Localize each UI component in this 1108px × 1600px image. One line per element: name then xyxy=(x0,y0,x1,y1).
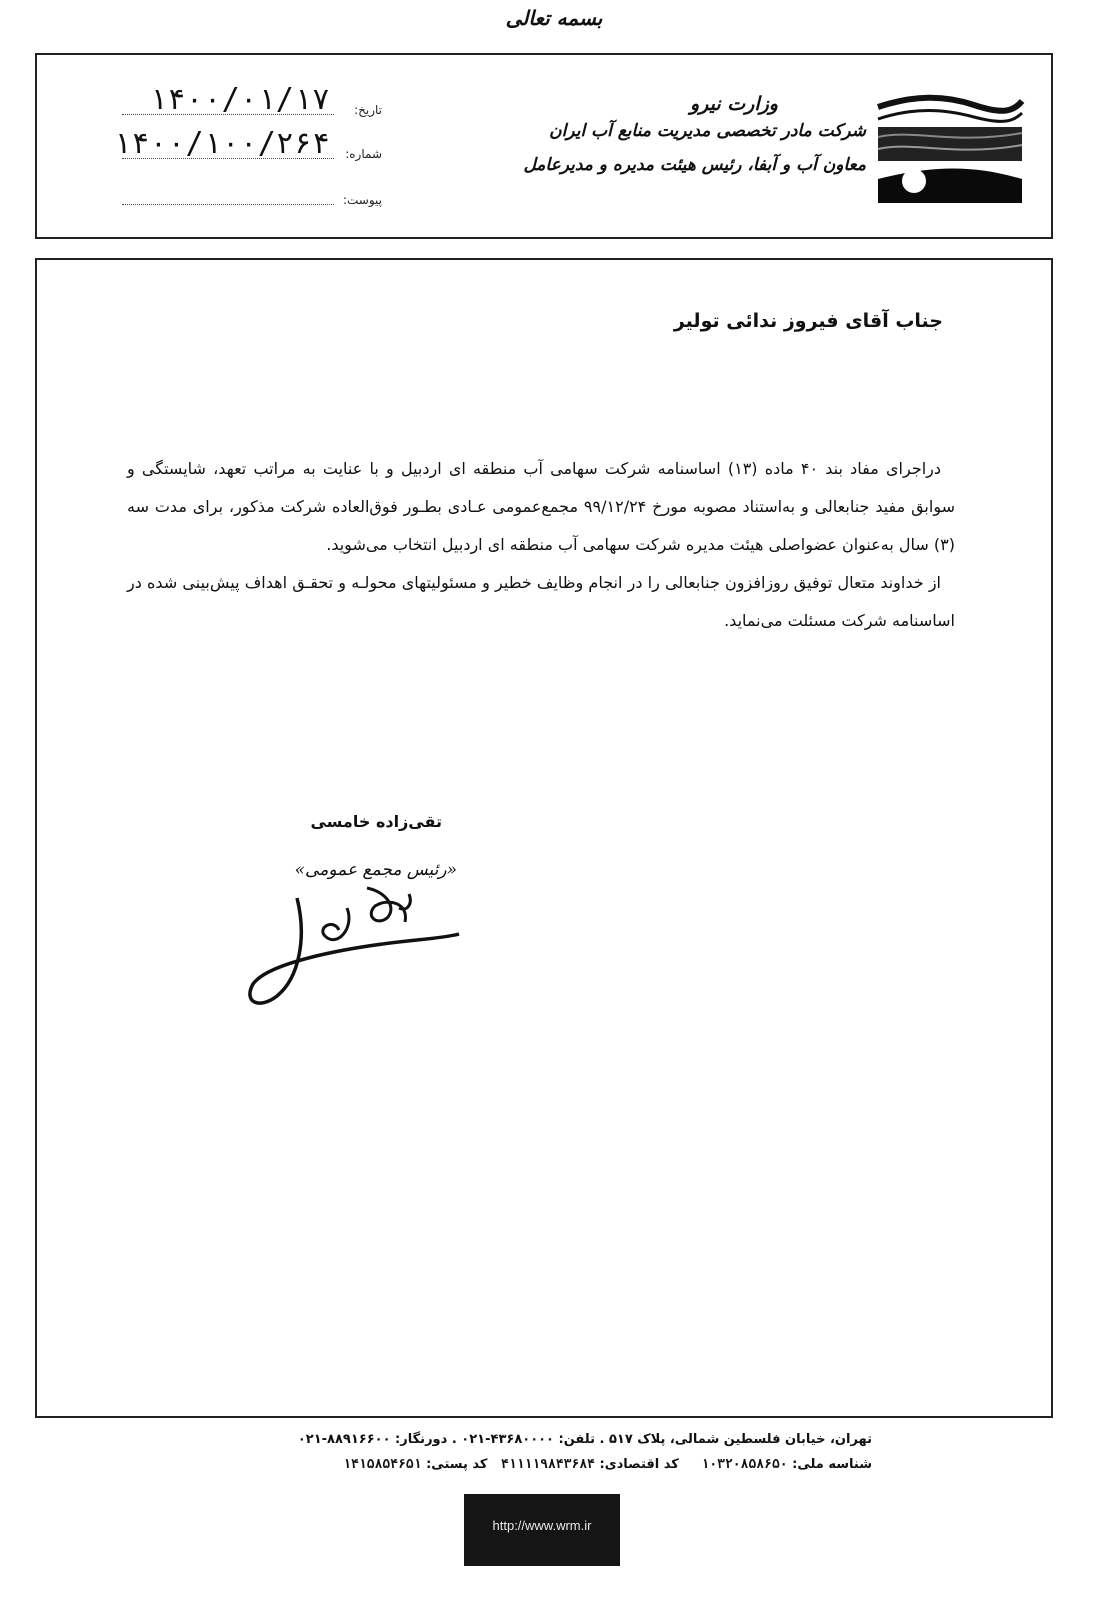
number-row xyxy=(82,127,382,167)
attachment-row xyxy=(82,173,382,213)
date-row xyxy=(82,83,382,123)
organization-titles xyxy=(523,93,866,175)
invocation-heading: بسمه تعالی xyxy=(505,6,603,30)
date-label: تاریخ: xyxy=(354,103,382,117)
attachment-dotted-line xyxy=(122,204,334,205)
signer-name: تقی‌زاده خامسی xyxy=(310,812,442,831)
handwritten-signature xyxy=(237,878,477,1018)
deputy-title: معاون آب و آبفا، رئیس هیئت مدیره و مدیرعامل xyxy=(523,155,866,175)
number-value: ۱۴۰۰/۱۰۰/۲۶۴ xyxy=(113,126,330,161)
company-logo xyxy=(874,93,1026,205)
website-link[interactable]: http://www.wrm.ir xyxy=(492,1518,592,1533)
company-name: شرکت مادر تخصصی مدیریت منابع آب ایران xyxy=(549,121,866,141)
signature-block xyxy=(237,808,497,1028)
economic-code-value: ۴۱۱۱۱۹۸۴۳۶۸۴ xyxy=(501,1457,595,1472)
date-value: ۱۴۰۰/۰۱/۱۷ xyxy=(149,82,330,117)
letter-text xyxy=(127,450,955,640)
letter-meta xyxy=(82,73,382,223)
signer-title: «رئیس مجمع عمومی» xyxy=(294,860,457,880)
footer-address: تهران، خیابان فلسطین شمالی، پلاک ۵۱۷ . تلفن: ۴۳۶۸۰۰۰۰-۰۲۱ . دورنگار: ۸۸۹۱۶۶۰۰-۰۲۱ xyxy=(297,1432,872,1447)
website-bar xyxy=(464,1494,620,1566)
paragraph-closing: از خداوند متعال توفیق روزافزون جنابعالی را در انجام وظایف خطیر و مسئولیتهای محولـه و تحقـق اهداف پیش‌بینی شده در اساسنامه شرکت مسئلت می‌نماید. xyxy=(127,573,955,630)
postal-code-value: ۱۴۱۵۸۵۴۶۵۱ xyxy=(343,1457,422,1472)
attachment-label: پیوست: xyxy=(342,193,382,207)
number-label: شماره: xyxy=(345,147,382,161)
postal-code-label: کد پستی: xyxy=(426,1457,488,1472)
national-id-value: ۱۰۳۲۰۸۵۸۶۵۰ xyxy=(701,1457,788,1472)
letter-footer xyxy=(298,1432,872,1482)
letter-body-frame xyxy=(35,258,1053,1418)
letterhead xyxy=(35,53,1053,239)
paragraph-appointment: دراجرای مفاد بند ۴۰ ماده (۱۳) اساسنامه شرکت سهامی آب منطقه ای اردبیل و با عنایت به مراتب تعهد، شایستگی و سوابق مفید جنابعالی و به‌استناد مصوبه مورخ ۹۹/۱۲/۲۴ مجمع‌عمومی عـادی بطـور فوق‌العاده شرکت مذکور، برای مدت سه (۳) سال به‌عنوان عضواصلی هیئت مدیره شرکت سهامی آب منطقه ای اردبیل انتخاب می‌شوید. xyxy=(127,459,955,554)
footer-identifiers xyxy=(298,1457,872,1472)
economic-code-label: کد اقتصادی: xyxy=(599,1457,679,1472)
national-id-label: شناسه ملی: xyxy=(792,1457,872,1472)
recipient-salutation: جناب آقای فیروز ندائی تولیر xyxy=(673,310,943,332)
ministry-name: وزارت نیرو xyxy=(690,93,778,115)
